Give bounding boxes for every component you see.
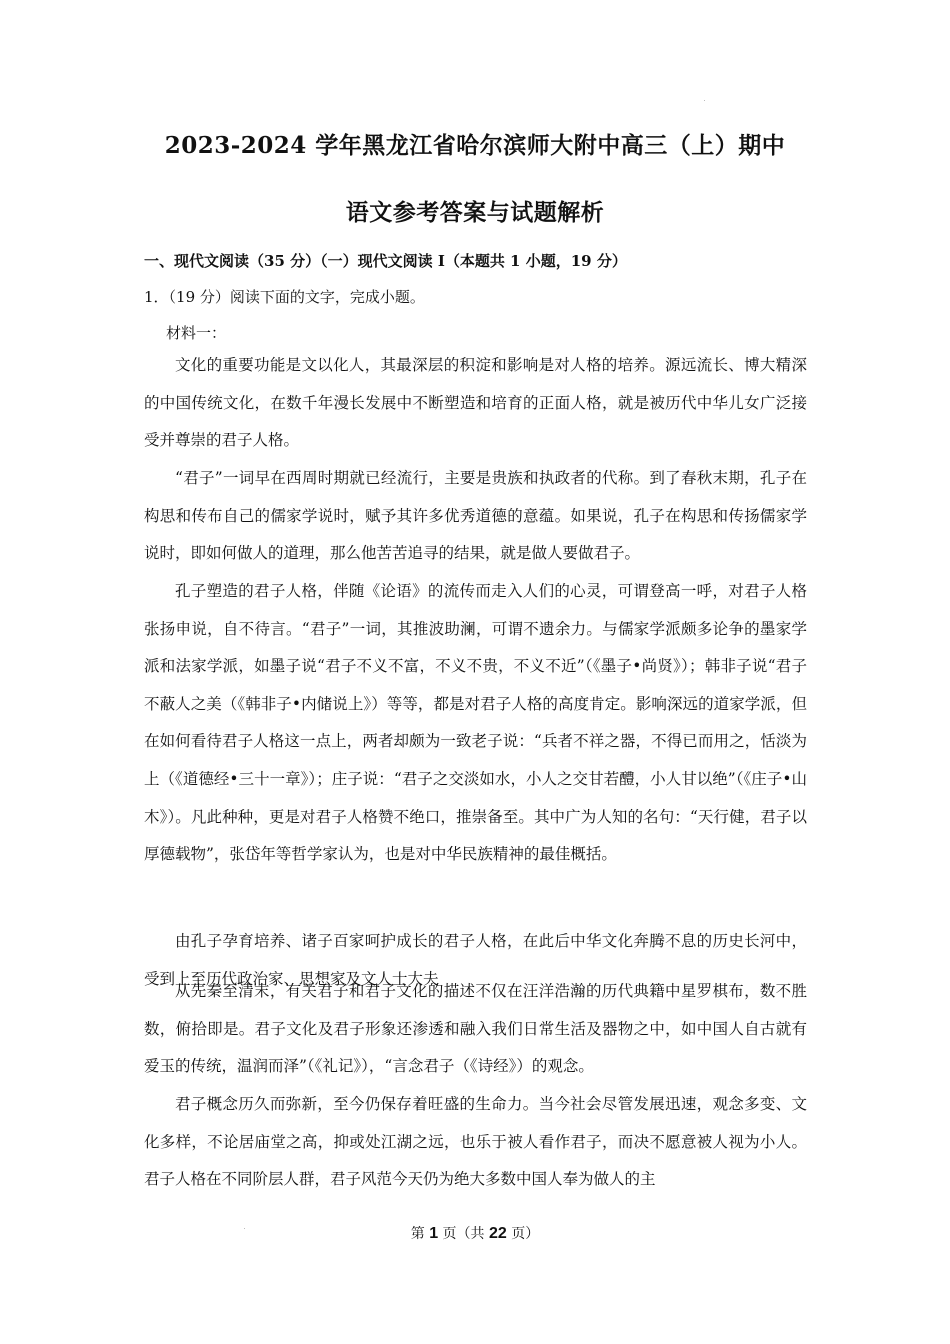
paragraph-3: 孔子塑造的君子人格，伴随《论语》的流传而走入人们的心灵，可谓登高一呼，对君子人格张扬申说，自不待言。“君子”一词，其推波助澜，可谓不遗余力。与儒家学派颇多论争的墨家学派和法家学派，如墨子说“君子不义不富，不义不贵，不义不近”（《墨子•尚贤》）；韩非子说“君子不蔽人之美（《韩非子•内储说上》）等等，都是对君子人格的高度肯定。影响深远的道家学派，但在如何看待君子人格这一点上，两者却颇为一致老子说：“兵者不祥之器，不得已而用之，恬淡为上（《道德经•三十一章》）；庄子说：“君子之交淡如水，小人之交甘若醴，小人甘以绝”（《庄子•山木》）。凡此种种，更是对君子人格赞不绝口，推崇备至。其中广为人知的名句：“天行健，君子以厚德载物”，张岱年等哲学家认为，也是对中华民族精神的最佳概括。 xyxy=(144,582,807,864)
total-page-count: 22 xyxy=(489,1225,507,1242)
current-page-number: 1 xyxy=(429,1225,439,1242)
section-heading: 一、现代文阅读（35 分）（一）现代文阅读 I（本题共 1 小题，19 分） xyxy=(144,252,627,270)
document-title-line2: 语文参考答案与试题解析 xyxy=(345,199,605,226)
material-label: 材料一： xyxy=(166,324,227,342)
question-stem: 1．（19 分）阅读下面的文字，完成小题。 xyxy=(144,288,425,306)
speck-mark xyxy=(704,100,705,101)
paragraph-4: 由孔子孕育培养、诸子百家呵护成长的君子人格，在此后中华文化奔腾不息的历史长河中，受到上至历代政治家、思想家及文人士大夫 xyxy=(144,932,807,988)
paragraph-6: 君子概念历久而弥新，至今仍保存着旺盛的生命力。当今社会尽管发展迅速，观念多变、文化多样，不论居庙堂之高，抑或处江湖之远，也乐于被人看作君子，而决不愿意被人视为小人。君子人格在不同阶层人群，君子风范今天仍为绝大多数中国人奉为做人的主 xyxy=(144,1095,807,1189)
paragraph-1: 文化的重要功能是文以化人，其最深层的积淀和影响是对人格的培养。源远流长、博大精深的中国传统文化，在数千年漫长发展中不断塑造和培育的正面人格，就是被历代中华儿女广泛接受并尊崇的君子人格。 xyxy=(144,356,807,450)
paragraph-5: 从先秦至清末，有关君子和君子文化的描述不仅在汪洋浩瀚的历代典籍中星罗棋布，数不胜数，俯拾即是。君子文化及君子形象还渗透和融入我们日常生活及器物之中，如中国人自古就有爱玉的传统，温润而泽”（《礼记》），“言念君子（《诗经》）的观念。 xyxy=(144,982,807,1076)
paragraph-2: “君子”一词早在西周时期就已经流行，主要是贵族和执政者的代称。到了春秋末期，孔子在构思和传布自己的儒家学说时，赋予其许多优秀道德的意蕴。如果说，孔子在构思和传扬儒家学说时，即如何做人的道理，那么他苦苦追寻的结果，就是做人要做君子。 xyxy=(144,469,807,563)
document-title-line1: 2023-2024 学年黑龙江省哈尔滨师大附中高三（上）期中 xyxy=(164,132,786,159)
page-footer: 第 1 页（共 22 页） xyxy=(410,1225,540,1242)
